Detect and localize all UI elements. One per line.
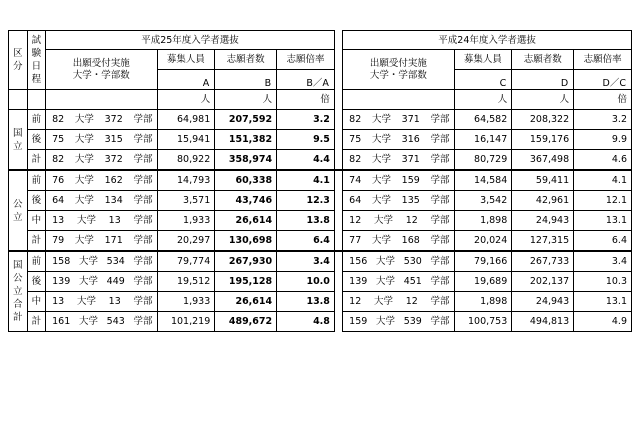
h24-institutions: [343, 191, 454, 211]
gakubu-label: 学部: [133, 154, 153, 165]
daigaku-label: 大学: [76, 296, 96, 307]
h25-applicants: 358,974: [215, 150, 277, 171]
h25-applicants: 26,614: [215, 292, 277, 312]
header-h25-title: 平成25年度入学者選抜: [46, 31, 335, 50]
institution-count: [343, 256, 453, 267]
institution-count: [46, 276, 156, 287]
header-h25-letter-ratio: B／A: [277, 70, 335, 90]
category-label: 国立: [9, 110, 28, 171]
h24-ratio: 3.2: [574, 110, 632, 130]
table-row: [9, 272, 632, 292]
daigaku-label: 大学: [74, 114, 94, 125]
faculty-count: 135: [401, 195, 420, 206]
table-row: [9, 251, 632, 272]
column-gap: [334, 31, 342, 90]
daigaku-label: 大学: [371, 114, 391, 125]
university-count: 75: [349, 134, 362, 145]
h24-recruit: 100,753: [454, 312, 512, 332]
h25-applicants: 207,592: [215, 110, 277, 130]
h24-applicants: 202,137: [512, 272, 574, 292]
daigaku-label: 大学: [74, 175, 94, 186]
gakubu-label: 学部: [133, 316, 153, 327]
table-row: [9, 170, 632, 191]
h25-ratio: 13.8: [277, 211, 335, 231]
h25-recruit: 1,933: [157, 211, 215, 231]
unit-blank: [27, 90, 46, 110]
header-h25-ratio: 志願倍率: [277, 50, 335, 70]
h25-institutions: [46, 211, 157, 231]
column-gap: [334, 292, 342, 312]
faculty-count: 134: [104, 195, 123, 206]
h25-ratio: 3.2: [277, 110, 335, 130]
header-h24-letter-ratio: D／C: [574, 70, 632, 90]
column-gap: [334, 191, 342, 211]
header-h24-letter-d: D: [512, 70, 574, 90]
gakubu-label: 学部: [430, 215, 450, 226]
university-count: 75: [52, 134, 65, 145]
table-row: [9, 292, 632, 312]
gakubu-label: 学部: [430, 256, 450, 267]
institution-count: [343, 296, 453, 307]
unit-h24-recruit: 人: [454, 90, 512, 110]
header-schedule: 試験日程: [27, 31, 46, 90]
column-gap: [334, 231, 342, 252]
institution-count: [46, 235, 156, 246]
header-h25-applicants: 志願者数: [215, 50, 277, 70]
h25-institutions: [46, 150, 157, 171]
header-h24-recruit: 募集人員: [454, 50, 512, 70]
gakubu-label: 学部: [430, 175, 450, 186]
admissions-table-container: [8, 30, 632, 420]
h24-applicants: 267,733: [512, 251, 574, 272]
header-h24-applicants: 志願者数: [512, 50, 574, 70]
schedule-label: 前: [27, 251, 46, 272]
h24-recruit: 14,584: [454, 170, 512, 191]
faculty-count: 316: [401, 134, 420, 145]
university-count: 161: [52, 316, 71, 327]
header-h25-institutions-line1: 出願受付実施: [72, 57, 130, 69]
header-h24-institutions: [343, 50, 454, 90]
institution-count: [343, 114, 453, 125]
institution-count: [343, 134, 453, 145]
header-h24-ratio: 志願倍率: [574, 50, 632, 70]
gakubu-label: 学部: [133, 235, 153, 246]
table-row: [9, 231, 632, 252]
h24-applicants: 208,322: [512, 110, 574, 130]
gakubu-label: 学部: [133, 134, 153, 145]
unit-h24-ratio: 倍: [574, 90, 632, 110]
gakubu-label: 学部: [133, 215, 153, 226]
header-h25-institutions-line2: 大学・学部数: [72, 69, 130, 81]
h24-ratio: 13.1: [574, 211, 632, 231]
h25-institutions: [46, 251, 157, 272]
schedule-label: 前: [27, 170, 46, 191]
gakubu-label: 学部: [133, 296, 153, 307]
faculty-count: 372: [104, 114, 123, 125]
unit-blank: [46, 90, 157, 110]
daigaku-label: 大学: [78, 276, 98, 287]
daigaku-label: 大学: [74, 195, 94, 206]
university-count: 64: [349, 195, 362, 206]
university-count: 82: [52, 154, 65, 165]
daigaku-label: 大学: [76, 215, 96, 226]
faculty-count: 315: [104, 134, 123, 145]
faculty-count: 12: [405, 296, 418, 307]
h24-institutions: [343, 170, 454, 191]
table-row: [9, 130, 632, 150]
h24-institutions: [343, 130, 454, 150]
h25-applicants: 267,930: [215, 251, 277, 272]
gakubu-label: 学部: [133, 175, 153, 186]
gakubu-label: 学部: [430, 134, 450, 145]
daigaku-label: 大学: [373, 215, 393, 226]
category-label: 公立: [9, 170, 28, 251]
h25-institutions: [46, 231, 157, 252]
institution-count: [343, 235, 453, 246]
university-count: 156: [349, 256, 368, 267]
daigaku-label: 大学: [373, 296, 393, 307]
header-h25-institutions: [46, 50, 157, 90]
h24-recruit: 16,147: [454, 130, 512, 150]
daigaku-label: 大学: [371, 175, 391, 186]
h25-institutions: [46, 130, 157, 150]
column-gap: [334, 90, 342, 110]
schedule-label: 計: [27, 150, 46, 171]
h25-recruit: 1,933: [157, 292, 215, 312]
h25-applicants: 151,382: [215, 130, 277, 150]
faculty-count: 171: [104, 235, 123, 246]
h25-ratio: 4.8: [277, 312, 335, 332]
university-count: 139: [52, 276, 71, 287]
schedule-label: 中: [27, 292, 46, 312]
unit-h25-applicants: 人: [215, 90, 277, 110]
faculty-count: 159: [401, 175, 420, 186]
h24-applicants: 367,498: [512, 150, 574, 171]
table-row: [9, 211, 632, 231]
institution-count: [46, 215, 156, 226]
h25-applicants: 26,614: [215, 211, 277, 231]
h25-recruit: 79,774: [157, 251, 215, 272]
daigaku-label: 大学: [371, 235, 391, 246]
header-category: 区分: [9, 31, 28, 90]
h24-applicants: 42,961: [512, 191, 574, 211]
h24-ratio: 6.4: [574, 231, 632, 252]
h24-institutions: [343, 251, 454, 272]
h24-institutions: [343, 231, 454, 252]
unit-h25-ratio: 倍: [277, 90, 335, 110]
schedule-label: 後: [27, 130, 46, 150]
h25-recruit: 19,512: [157, 272, 215, 292]
faculty-count: 162: [104, 175, 123, 186]
h25-institutions: [46, 191, 157, 211]
university-count: 158: [52, 256, 71, 267]
h25-applicants: 60,338: [215, 170, 277, 191]
daigaku-label: 大学: [74, 235, 94, 246]
h25-ratio: 6.4: [277, 231, 335, 252]
h24-ratio: 3.4: [574, 251, 632, 272]
h25-recruit: 3,571: [157, 191, 215, 211]
h24-ratio: 4.9: [574, 312, 632, 332]
h24-ratio: 9.9: [574, 130, 632, 150]
institution-count: [343, 316, 453, 327]
schedule-label: 中: [27, 211, 46, 231]
h24-institutions: [343, 211, 454, 231]
h25-applicants: 489,672: [215, 312, 277, 332]
admissions-table: [8, 30, 632, 332]
gakubu-label: 学部: [430, 276, 450, 287]
table-row: [9, 110, 632, 130]
h24-ratio: 12.1: [574, 191, 632, 211]
h24-ratio: 4.1: [574, 170, 632, 191]
institution-count: [46, 175, 156, 186]
daigaku-label: 大学: [74, 154, 94, 165]
h24-recruit: 80,729: [454, 150, 512, 171]
h24-institutions: [343, 292, 454, 312]
daigaku-label: 大学: [371, 154, 391, 165]
h24-institutions: [343, 150, 454, 171]
daigaku-label: 大学: [375, 276, 395, 287]
column-gap: [334, 110, 342, 130]
h25-ratio: 3.4: [277, 251, 335, 272]
column-gap: [334, 130, 342, 150]
faculty-count: 168: [401, 235, 420, 246]
column-gap: [334, 272, 342, 292]
h25-ratio: 4.1: [277, 170, 335, 191]
university-count: 82: [349, 114, 362, 125]
institution-count: [343, 215, 453, 226]
column-gap: [334, 170, 342, 191]
h25-ratio: 10.0: [277, 272, 335, 292]
column-gap: [334, 251, 342, 272]
h25-recruit: 64,981: [157, 110, 215, 130]
h25-recruit: 20,297: [157, 231, 215, 252]
schedule-label: 後: [27, 191, 46, 211]
h25-ratio: 4.4: [277, 150, 335, 171]
institution-count: [343, 195, 453, 206]
institution-count: [343, 175, 453, 186]
h24-applicants: 159,176: [512, 130, 574, 150]
gakubu-label: 学部: [133, 114, 153, 125]
h24-recruit: 79,166: [454, 251, 512, 272]
h24-applicants: 24,943: [512, 211, 574, 231]
h25-institutions: [46, 312, 157, 332]
university-count: 12: [349, 296, 362, 307]
unit-blank: [9, 90, 28, 110]
h25-recruit: 80,922: [157, 150, 215, 171]
institution-count: [343, 154, 453, 165]
h25-ratio: 13.8: [277, 292, 335, 312]
header-h25-letter-a: A: [157, 70, 215, 90]
university-count: 139: [349, 276, 368, 287]
header-h24-institutions-line2: 大学・学部数: [369, 69, 427, 81]
faculty-count: 543: [106, 316, 125, 327]
daigaku-label: 大学: [371, 195, 391, 206]
h24-ratio: 4.6: [574, 150, 632, 171]
faculty-count: 371: [401, 154, 420, 165]
university-count: 77: [349, 235, 362, 246]
unit-h25-recruit: 人: [157, 90, 215, 110]
header-h24-letter-c: C: [454, 70, 512, 90]
h25-institutions: [46, 110, 157, 130]
header-h25-recruit: 募集人員: [157, 50, 215, 70]
daigaku-label: 大学: [78, 316, 98, 327]
faculty-count: 530: [403, 256, 422, 267]
gakubu-label: 学部: [133, 276, 153, 287]
h24-ratio: 13.1: [574, 292, 632, 312]
faculty-count: 449: [106, 276, 125, 287]
header-h24-institutions-line1: 出願受付実施: [369, 57, 427, 69]
table-row: [9, 150, 632, 171]
h25-recruit: 14,793: [157, 170, 215, 191]
university-count: 82: [52, 114, 65, 125]
university-count: 12: [349, 215, 362, 226]
faculty-count: 539: [403, 316, 422, 327]
institution-count: [46, 195, 156, 206]
gakubu-label: 学部: [430, 316, 450, 327]
gakubu-label: 学部: [133, 256, 153, 267]
h24-applicants: 127,315: [512, 231, 574, 252]
h25-institutions: [46, 292, 157, 312]
faculty-count: 13: [108, 296, 121, 307]
h24-recruit: 64,582: [454, 110, 512, 130]
faculty-count: 372: [104, 154, 123, 165]
faculty-count: 371: [401, 114, 420, 125]
column-gap: [334, 312, 342, 332]
h25-recruit: 101,219: [157, 312, 215, 332]
institution-count: [343, 276, 453, 287]
faculty-count: 534: [106, 256, 125, 267]
h25-institutions: [46, 170, 157, 191]
faculty-count: 13: [108, 215, 121, 226]
gakubu-label: 学部: [430, 235, 450, 246]
table-row: [9, 191, 632, 211]
h24-recruit: 20,024: [454, 231, 512, 252]
institution-count: [46, 114, 156, 125]
gakubu-label: 学部: [430, 195, 450, 206]
institution-count: [46, 296, 156, 307]
h24-recruit: 1,898: [454, 292, 512, 312]
h24-applicants: 494,813: [512, 312, 574, 332]
daigaku-label: 大学: [371, 134, 391, 145]
university-count: 74: [349, 175, 362, 186]
faculty-count: 451: [403, 276, 422, 287]
h24-institutions: [343, 272, 454, 292]
h24-ratio: 10.3: [574, 272, 632, 292]
schedule-label: 計: [27, 312, 46, 332]
h25-applicants: 43,746: [215, 191, 277, 211]
schedule-label: 前: [27, 110, 46, 130]
h24-applicants: 59,411: [512, 170, 574, 191]
gakubu-label: 学部: [430, 154, 450, 165]
institution-count: [46, 316, 156, 327]
university-count: 82: [349, 154, 362, 165]
column-gap: [334, 150, 342, 171]
h25-applicants: 130,698: [215, 231, 277, 252]
h25-recruit: 15,941: [157, 130, 215, 150]
gakubu-label: 学部: [430, 114, 450, 125]
h25-applicants: 195,128: [215, 272, 277, 292]
daigaku-label: 大学: [78, 256, 98, 267]
column-gap: [334, 211, 342, 231]
h24-applicants: 24,943: [512, 292, 574, 312]
institution-count: [46, 154, 156, 165]
university-count: 13: [52, 215, 65, 226]
daigaku-label: 大学: [74, 134, 94, 145]
daigaku-label: 大学: [375, 256, 395, 267]
faculty-count: 12: [405, 215, 418, 226]
university-count: 64: [52, 195, 65, 206]
h24-recruit: 19,689: [454, 272, 512, 292]
h25-ratio: 9.5: [277, 130, 335, 150]
table-row: [9, 312, 632, 332]
institution-count: [46, 256, 156, 267]
unit-blank: [343, 90, 454, 110]
schedule-label: 後: [27, 272, 46, 292]
category-label: 国公立合計: [9, 251, 28, 332]
university-count: 79: [52, 235, 65, 246]
header-h24-title: 平成24年度入学者選抜: [343, 31, 632, 50]
university-count: 159: [349, 316, 368, 327]
unit-h24-applicants: 人: [512, 90, 574, 110]
university-count: 76: [52, 175, 65, 186]
h24-institutions: [343, 110, 454, 130]
h24-recruit: 3,542: [454, 191, 512, 211]
h25-institutions: [46, 272, 157, 292]
gakubu-label: 学部: [430, 296, 450, 307]
unit-row: [9, 90, 632, 110]
h24-recruit: 1,898: [454, 211, 512, 231]
gakubu-label: 学部: [133, 195, 153, 206]
daigaku-label: 大学: [375, 316, 395, 327]
university-count: 13: [52, 296, 65, 307]
header-h25-letter-b: B: [215, 70, 277, 90]
h24-institutions: [343, 312, 454, 332]
schedule-label: 計: [27, 231, 46, 252]
institution-count: [46, 134, 156, 145]
h25-ratio: 12.3: [277, 191, 335, 211]
